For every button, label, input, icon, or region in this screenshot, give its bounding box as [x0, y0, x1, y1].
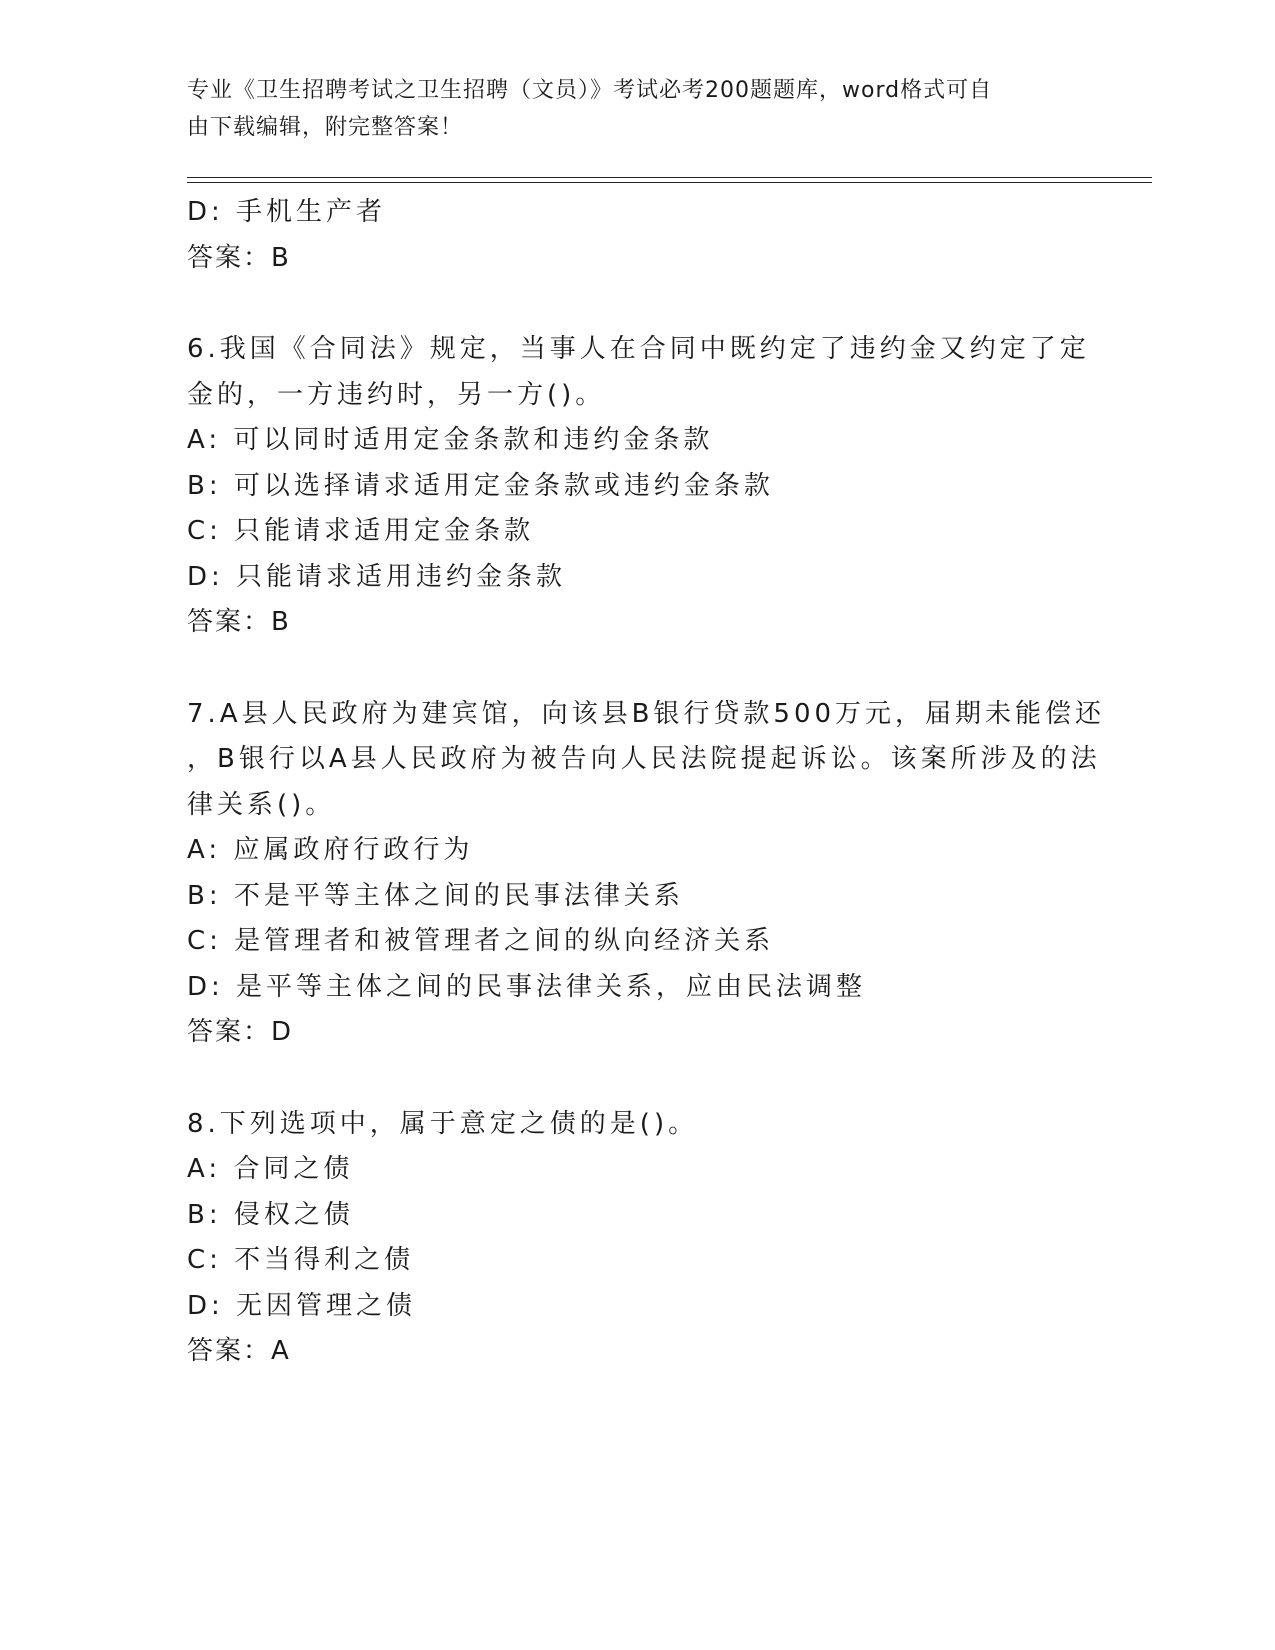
question-7: [187, 692, 1106, 1056]
question-text-line: 律关系()。: [187, 789, 336, 820]
question-list: [187, 190, 1106, 1375]
question-6: [187, 327, 1090, 646]
question-5-tail: [187, 190, 1087, 281]
header-divider-top: [187, 177, 1152, 178]
answer-line: 答案：B: [187, 242, 291, 273]
question-8: [187, 1102, 1087, 1375]
answer-line: 答案：D: [187, 1017, 294, 1047]
question-text-line: 金的，一方违约时，另一方()。: [187, 379, 606, 410]
question-text-line: 8.下列选项中，属于意定之债的是()。: [187, 1108, 699, 1139]
header-line-1: 专业《卫生招聘考试之卫生招聘（文员）》考试必考200题题库，word格式可自: [187, 78, 993, 103]
header-line-2: 由下载编辑，附完整答案！: [187, 115, 464, 140]
option-d: D: 是平等主体之间的民事法律关系，应由民法调整: [187, 971, 867, 1002]
option-b: B: 不是平等主体之间的民事法律关系: [187, 880, 684, 911]
option-c: C: 只能请求适用定金条款: [187, 516, 535, 546]
answer-line: 答案：B: [187, 607, 291, 637]
question-text-line: ，B银行以A县人民政府为被告向人民法院提起诉讼。该案所涉及的法: [187, 744, 1101, 774]
document-header: [187, 72, 1067, 146]
spacer: [187, 1056, 1087, 1102]
option-a: A: 可以同时适用定金条款和违约金条款: [187, 425, 714, 455]
header-divider-bottom: [187, 182, 1152, 183]
option-b: B: 可以选择请求适用定金条款或违约金条款: [187, 470, 774, 501]
option-c: C: 不当得利之债: [187, 1245, 415, 1275]
spacer: [187, 646, 1087, 692]
option-a: A: 合同之债: [187, 1154, 354, 1184]
option-c: C: 是管理者和被管理者之间的纵向经济关系: [187, 926, 775, 956]
option-d: D: 手机生产者: [187, 197, 387, 227]
answer-line: 答案：A: [187, 1336, 291, 1366]
spacer: [187, 281, 1087, 327]
option-d: D: 只能请求适用违约金条款: [187, 561, 567, 592]
option-d: D: 无因管理之债: [187, 1290, 417, 1321]
question-text-line: 7.A县人民政府为建宾馆，向该县B银行贷款500万元，届期未能偿还: [187, 698, 1106, 729]
option-a: A: 应属政府行政行为: [187, 835, 474, 865]
question-text-line: 6.我国《合同法》规定，当事人在合同中既约定了违约金又约定了定: [187, 334, 1090, 364]
option-b: B: 侵权之债: [187, 1199, 354, 1230]
